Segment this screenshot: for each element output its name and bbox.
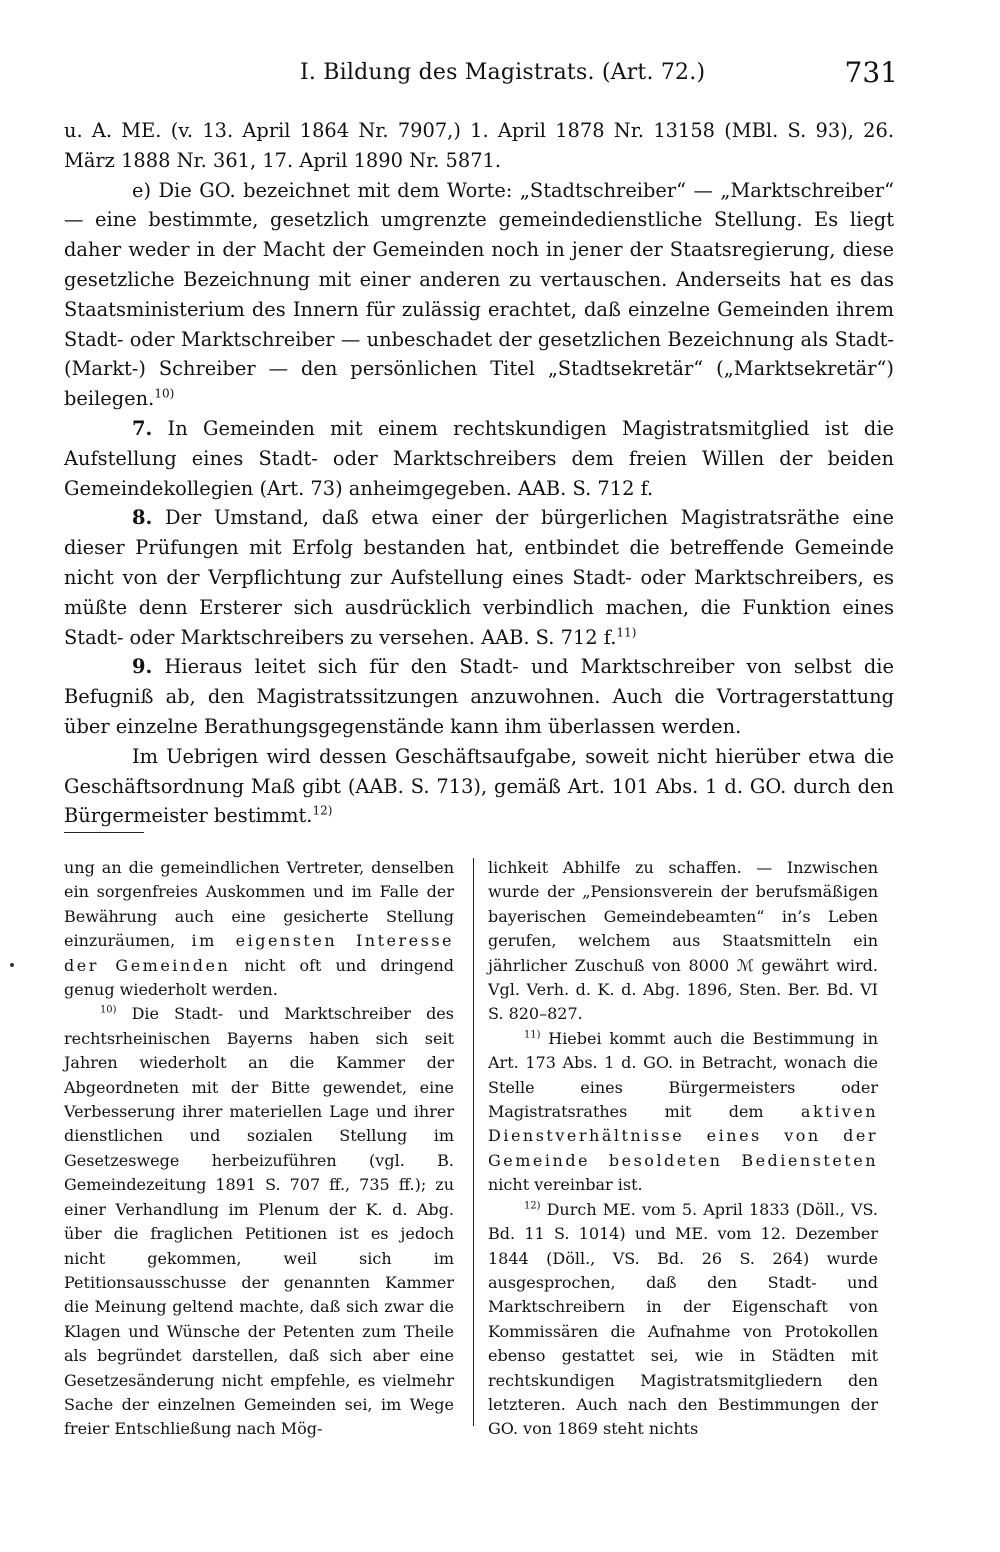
paragraph-8 [64,503,894,652]
footnote-text: lichkeit Abhilfe zu schaffen. — Inzwischen wurde der „Pensionsverein der berufsmäßigen bayerischen Gemeindebeamten“ in’s Leben gerufen, welchem aus Staatsmitteln ein jährlicher Zuschuß von 8000 ℳ gewährt wird. Vgl. Verh. d. K. d. Abg. 1896, Sten. Ber. Bd. VI S. 820–827. [488,858,878,1024]
footnote-10 [64,1002,454,1441]
page-number: 731 [844,56,898,89]
footnote-spaced-text: aktiven Dienstverhältnisse eines von der Gemeinde besoldeten Bediensteten [488,1102,879,1170]
footnote-mark-11: 11) [524,1029,541,1041]
footnote-ref-10[interactable]: 10) [154,386,175,401]
paragraph-number: 8. [132,506,153,530]
paragraph-continuation [64,116,894,176]
paragraph-text: Der Umstand, daß etwa einer der bürgerlichen Magistratsräthe eine dieser Prüfungen mit Erfolg bestanden hat, entbindet die betreffende Gemeinde nicht von der Verpflichtung zur Aufstellung eines Stadt- oder Marktschreibers, es müßte denn Ersterer sich ausdrücklich verbindlich machen, die Funktion eines Stadt- oder Marktschreibers zu versehen. AAB. S. 712 f. [64,506,894,649]
scan-speck [10,963,14,967]
footnote-mark-10: 10) [100,1005,117,1017]
paragraph-text: Hieraus leitet sich für den Stadt- und Marktschreiber von selbst die Befugniß ab, den Magistratssitzungen anzuwohnen. Auch die Vortragerstattung über einzelne Berathungsgegenstände kann ihm überlassen werden. [64,655,894,738]
running-title: I. Bildung des Magistrats. (Art. 72.) [300,60,706,85]
footnote-12 [488,1198,878,1442]
footnote-text: ung an die gemeindlichen Vertreter, denselben ein sorgenfreies Auskommen und im Falle der Bewährung auch eine gesicherte Stellung einzuräumen, [64,858,454,951]
paragraph-9 [64,652,894,741]
footnote-spaced-text: im eigensten Interesse der Gemeinden [64,931,454,975]
footnote-text: Hiebei kommt auch die Bestimmung in Art. 173 Abs. 1 d. GO. in Betracht, wonach die Stelle eines Bürgermeisters oder Magistratsrathes mit dem [488,1028,878,1122]
paragraph-text: e) Die GO. bezeichnet mit dem Worte: „Stadtschreiber“ — „Marktschreiber“ — eine bestimmte, gesetzlich umgrenzte gemeindedienstliche Stellung. Es liegt daher weder in der Macht der Gemeinden noch in jener der Staatsregierung, diese gesetzliche Bezeichnung mit einer anderen zu vertauschen. Anderseits hat es das Staatsministerium des Innern für zulässig erachtet, daß einzelne Gemeinden ihrem Stadt- oder Marktschreiber — unbeschadet der gesetzlichen Bezeichnung als Stadt- (Markt-) Schreiber — den persönlichen Titel „Stadtsekretär“ („Marktsekretär“) beilegen. [64,178,894,411]
footnote-rule [64,832,144,833]
paragraph-text: Im Uebrigen wird dessen Geschäftsaufgabe, soweit nicht hierüber etwa die Geschäftsordnung Maß gibt (AAB. S. 713), gemäß Art. 101 Abs. 1 d. GO. durch den Bürgermeister bestimmt. [64,744,894,828]
footnote-column-right [488,856,878,1442]
footnote-continuation [64,856,454,1002]
footnote-continuation [488,856,878,1027]
paragraph-7 [64,414,894,503]
footnote-text: Die Stadt- und Marktschreiber des rechtsrheinischen Bayerns haben sich seit Jahren wiederholt an die Kammer der Abgeordneten mit der Bitte gewendet, eine Verbesserung ihrer materiellen Lage und ihrer dienstlichen und sozialen Stellung im Gesetzeswege herbeizuführen (vgl. B. Gemeindezeitung 1891 S. 707 ff., 735 ff.); zu einer Verhandlung im Plenum der K. d. Abg. über die fraglichen Petitionen ist es jedoch nicht gekommen, weil sich im Petitionsausschusse der genannten Kammer die Meinung geltend machte, daß sich zwar die Klagen und Wünsche der Petenten zum Theile als begründet darstellen, daß sich aber eine Gesetzesänderung nicht empfehle, es vielmehr Sache der einzelnen Gemeinden sei, im Wege freier Entschließung nach Mög- [64,1004,454,1439]
paragraph-remainder [64,742,894,831]
paragraph-number: 9. [132,655,153,679]
footnote-text: nicht vereinbar ist. [488,1175,643,1195]
footnote-text: Durch ME. vom 5. April 1833 (Döll., VS. Bd. 11 S. 1014) und ME. vom 12. Dezember 1844 (Döll., VS. Bd. 26 S. 264) wurde ausgesprochen, daß den Stadt- und Marktschreibern in der Eigenschaft von Kommissären die Aufnahme von Protokollen ebenso gestattet sei, wie in Städten mit rechtskundigen Magistratsmitgliedern den letzteren. Auch nach den Bestimmungen der GO. von 1869 steht nichts [488,1199,878,1439]
paragraph-text: In Gemeinden mit einem rechtskundigen Magistratsmitglied ist die Aufstellung eines Stadt- oder Marktschreibers dem freien Willen der beiden Gemeindekollegien (Art. 73) anheimgegeben. AAB. S. 712 f. [64,416,894,500]
footnote-column-left [64,856,454,1442]
footnote-text: nicht oft und dringend genug wiederholt werden. [64,955,454,1000]
footnote-mark-12: 12) [524,1200,541,1212]
main-text [64,116,894,831]
paragraph-text: u. A. ME. (v. 13. April 1864 Nr. 7907,) 1. April 1878 Nr. 13158 (MBl. S. 93), 26. März 1888 Nr. 361, 17. April 1890 Nr. 5871. [64,119,894,172]
column-divider [473,858,474,1426]
footnote-ref-12[interactable]: 12) [312,803,333,818]
footnote-11 [488,1027,878,1198]
paragraph-number: 7. [132,416,153,440]
paragraph-e [64,176,894,414]
footnote-ref-11[interactable]: 11) [616,625,637,640]
